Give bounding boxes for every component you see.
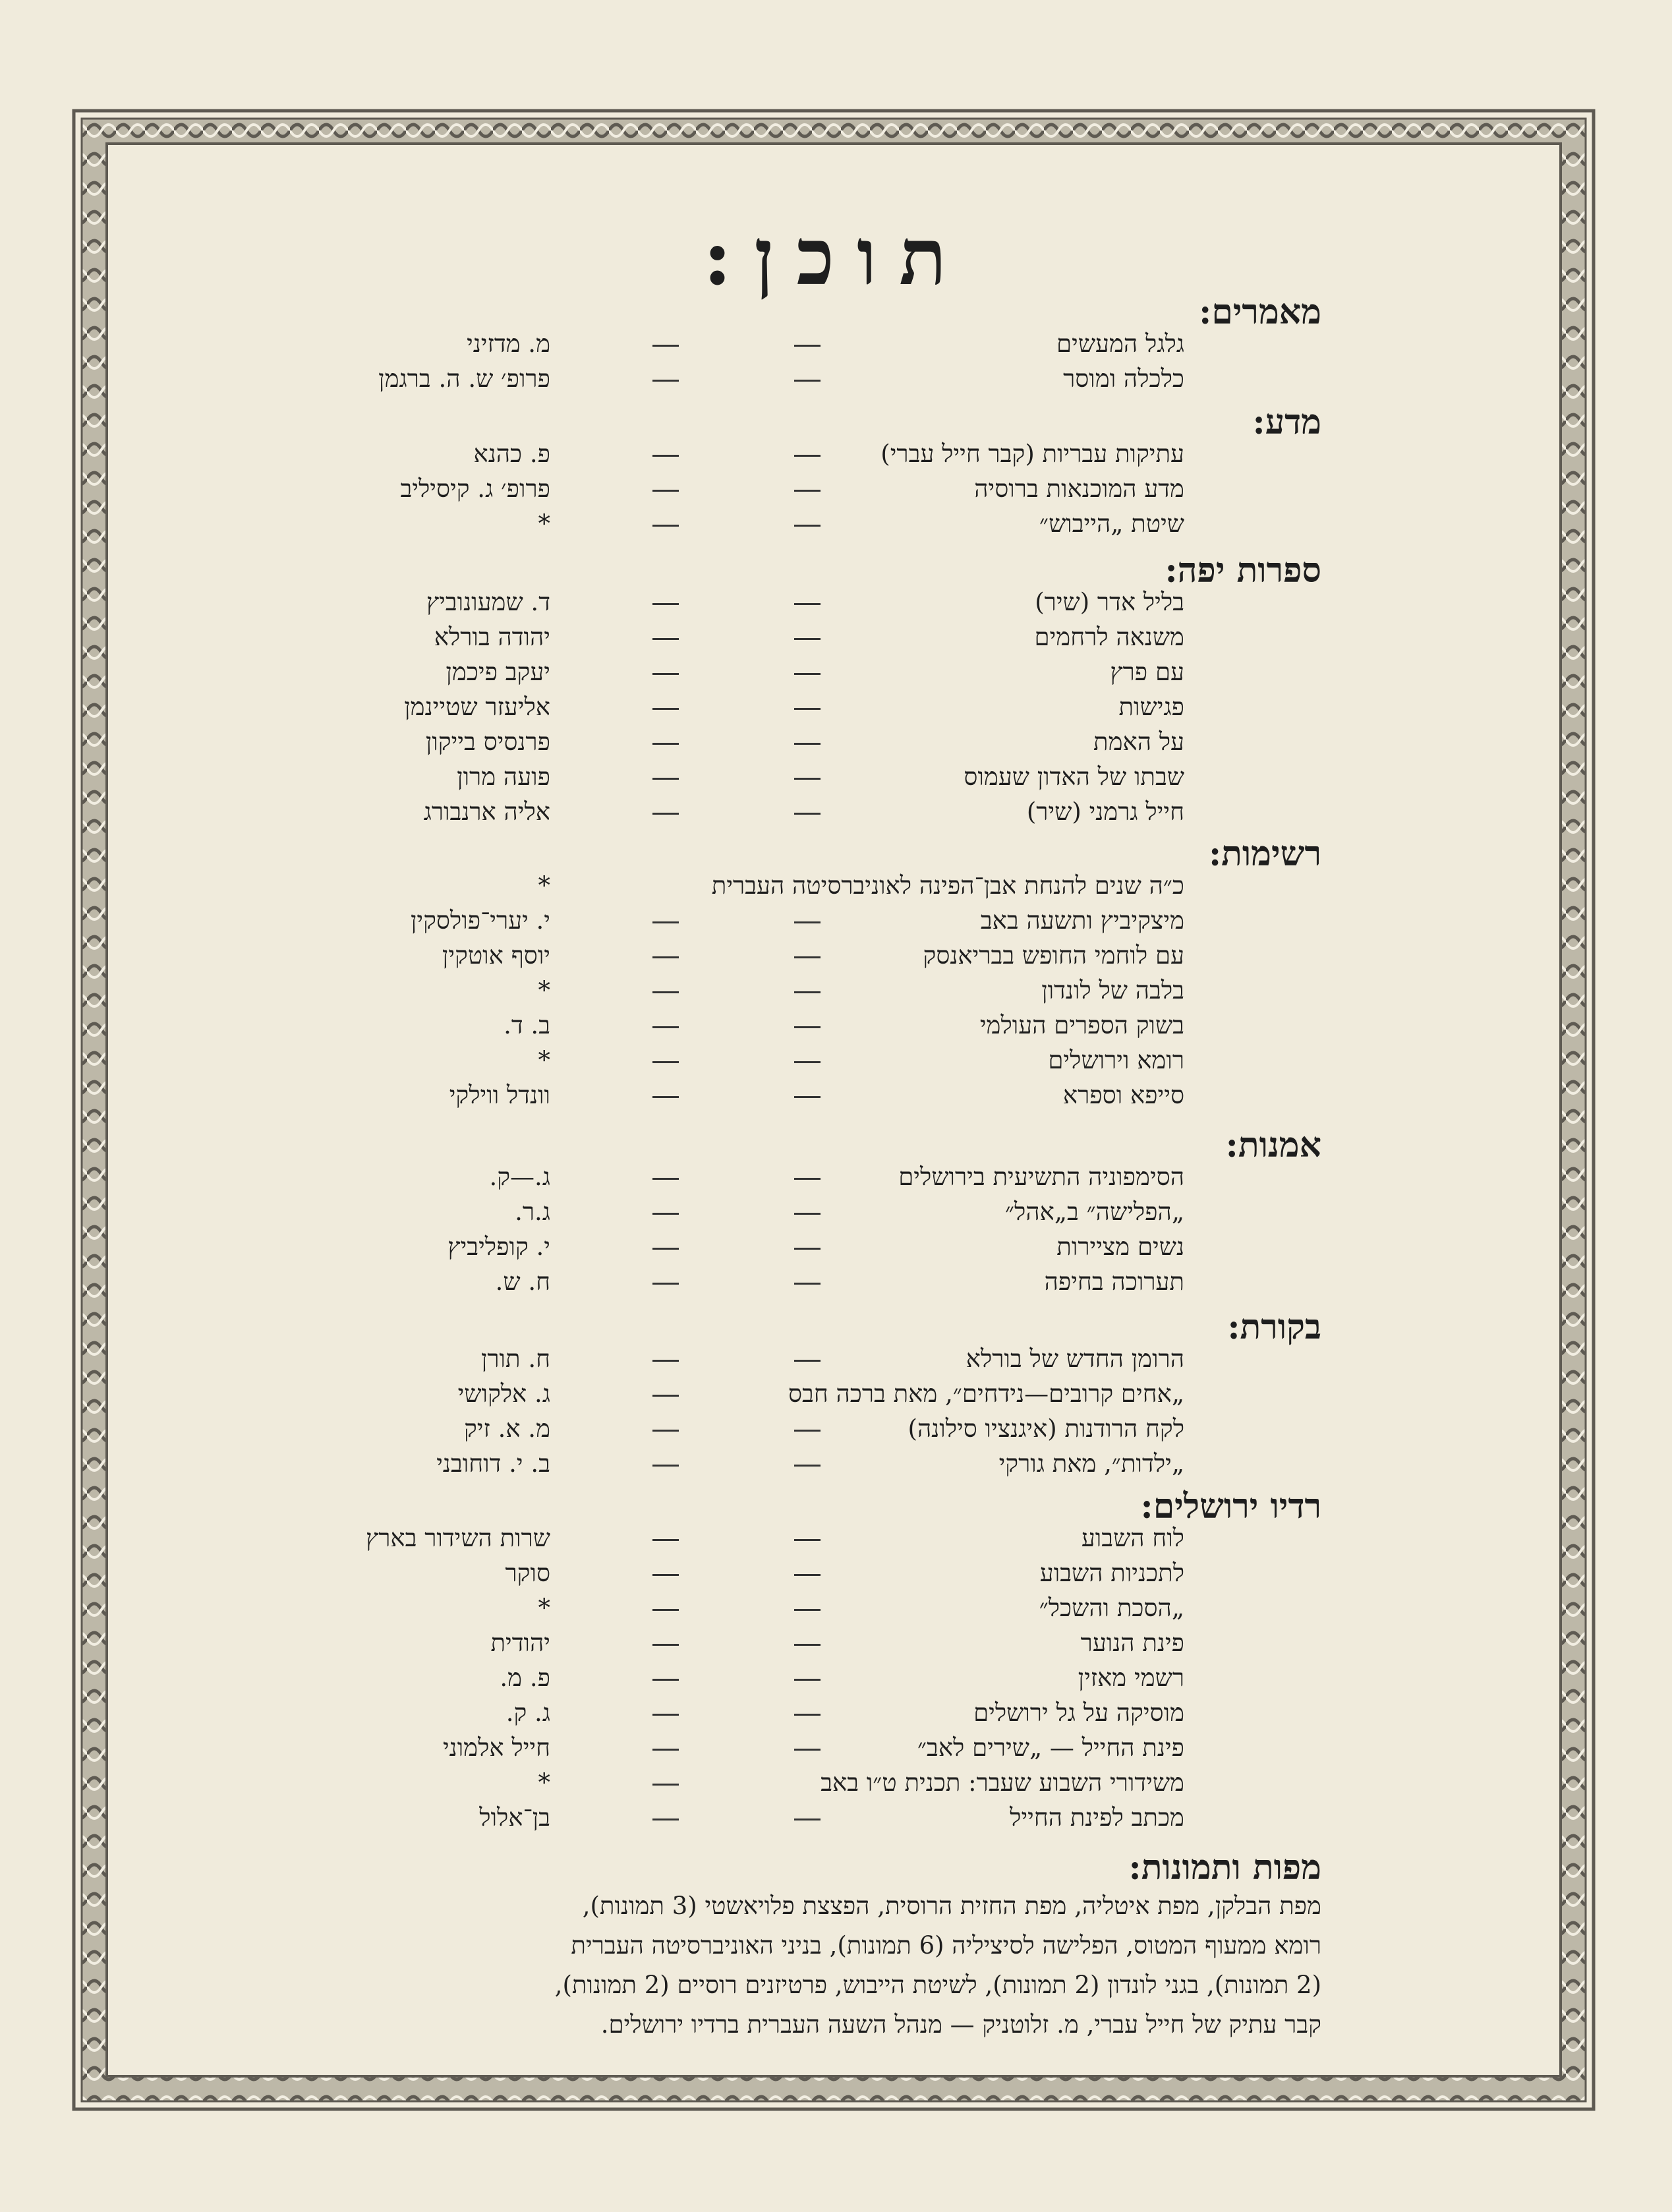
leader-dash [794,778,821,780]
entry-title: שיטת „הייבוש״ [1039,509,1184,538]
leader-dash [652,921,679,923]
leader-dash [794,455,821,457]
entry-author: * [538,1594,550,1622]
entry-title: הסימפוניה התשיעית בירושלים [898,1163,1184,1191]
leader-dash [794,673,821,675]
leader-dash [652,813,679,815]
leader-dash [794,525,821,527]
leader-dash [652,708,679,710]
section-heading: רשימות: [1208,834,1321,874]
entry-title: חייל גרמני (שיר) [1026,798,1184,826]
entry-title: מכתב לפינת החייל [1010,1803,1184,1832]
entry-title: לקח הרודנות (איגנציו סילונה) [908,1414,1184,1443]
section-heading: אמנות: [1225,1125,1321,1165]
entry-author: ג.—ק. [489,1163,550,1191]
entry-author: פועה מרון [457,763,550,791]
leader-dash [652,525,679,527]
maps-text-line: רומא ממעוף המטוס, הפלישה לסיציליה (6 תמונות), בניני האוניברסיטה העברית [571,1931,1321,1960]
entry-title: על האמת [1093,728,1184,756]
entry-title: פינת הנוער [1080,1629,1184,1657]
leader-dash [652,778,679,780]
leader-dash [652,455,679,457]
leader-dash [794,1714,821,1716]
leader-dash [652,1714,679,1716]
leader-dash [794,380,821,382]
entry-author: * [538,976,550,1004]
entry-author: אליעזר שטיינמן [404,693,550,721]
entry-author: יוסף אוטקין [442,941,550,970]
entry-title: משידורי השבוע שעבר: תכנית ט״ו באב [821,1768,1184,1797]
leader-dash [652,743,679,745]
leader-dash [652,1539,679,1541]
entry-author: יהודית [490,1629,550,1657]
entry-title: לתכניות השבוע [1039,1559,1184,1587]
leader-dash [794,1609,821,1611]
entry-title: מיצקיביץ ותשעה באב [980,906,1184,935]
entry-author: ח. ש. [495,1267,550,1296]
entry-author: י. קופליביץ [447,1233,550,1261]
entry-title: כלכלה ומוסר [1063,364,1184,393]
leader-dash [794,1061,821,1063]
entry-author: סוקר [505,1559,550,1587]
entry-author: ב. י. דוחובני [436,1449,550,1478]
entry-title: שבתו של האדון שעמוס [964,763,1184,791]
entry-title: „הפלישה״ ב„אהל״ [1005,1198,1184,1226]
leader-dash [652,956,679,958]
entry-title: לוח השבוע [1081,1524,1184,1552]
leader-dash [794,1283,821,1285]
leader-dash [652,1609,679,1611]
maps-text-line: קבר עתיק של חייל עברי, מ. זלוטניק — מנהל השעה העברית ברדיו ירושלים. [600,2010,1321,2039]
leader-dash [794,603,821,605]
entry-author: ב. ד. [504,1011,550,1039]
entry-author: פרופ׳ ש. ה. ברגמן [378,364,550,393]
leader-dash [652,1178,679,1180]
entry-author: * [538,1046,550,1074]
leader-dash [652,1465,679,1467]
entry-author: פ. כהנא [473,440,550,468]
maps-text-line: (2 תמונות), בגני לונדון (2 תמונות), לשיטת הייבוש, פרטיזנים רוסיים (2 תמונות), [554,1971,1321,1999]
section-heading: מפות ותמונות: [1128,1848,1321,1888]
entry-title: כ״ה שנים להנחת אבן־הפינה לאוניברסיטה העברית [711,871,1184,900]
entry-author: פ. מ. [500,1664,550,1692]
leader-dash [794,1749,821,1751]
page-title: תוכן: [703,211,969,303]
entry-author: מ. מדזיני [467,330,550,358]
leader-dash [652,1430,679,1432]
leader-dash [794,1096,821,1098]
leader-dash [652,673,679,675]
leader-dash [794,991,821,993]
leader-dash [652,345,679,347]
leader-dash [794,490,821,492]
leader-dash [652,1213,679,1215]
entry-title: בלבה של לונדון [1041,976,1184,1004]
leader-dash [794,1574,821,1576]
entry-author: פרנסיס בייקון [425,728,550,756]
entry-title: בשוק הספרים העולמי [979,1011,1184,1039]
leader-dash [652,1644,679,1646]
leader-dash [794,743,821,745]
entry-author: י. יערי־פולסקין [410,906,550,935]
leader-dash [794,956,821,958]
leader-dash [652,1395,679,1397]
entry-author: ג. ק. [505,1699,550,1727]
entry-title: מוסיקה על גל ירושלים [973,1699,1184,1727]
leader-dash [652,638,679,640]
entry-author: * [538,1768,550,1797]
leader-dash [652,991,679,993]
entry-title: פגישות [1118,693,1184,721]
entry-title: משנאה לרחמים [1034,623,1184,651]
leader-dash [794,1819,821,1820]
maps-text-line: מפת הבלקן, מפת איטליה, מפת החזית הרוסית, הפצצת פלויאשטי (3 תמונות), [582,1892,1321,1920]
entry-title: עם לוחמי החופש בבריאנסק [923,941,1184,970]
leader-dash [652,1026,679,1028]
leader-dash [794,813,821,815]
entry-author: ג.ר. [515,1198,550,1226]
entry-author: פרופ׳ ג. קיסיליב [400,475,550,503]
leader-dash [794,1679,821,1681]
entry-author: * [538,871,550,900]
leader-dash [794,921,821,923]
leader-dash [652,1096,679,1098]
entry-title: מדע המוכנאות ברוסיה [974,475,1184,503]
leader-dash [652,1784,679,1786]
leader-dash [794,708,821,710]
leader-dash [652,603,679,605]
leader-dash [652,380,679,382]
leader-dash [652,1283,679,1285]
section-heading: רדיו ירושלים: [1140,1486,1321,1527]
leader-dash [794,1360,821,1362]
leader-dash [652,1819,679,1820]
entry-title: „ילדות״, מאת גורקי [998,1449,1184,1478]
entry-author: ג. אלקושי [457,1380,550,1408]
entry-title: פינת החייל — „שירים לאב״ [917,1733,1184,1762]
entry-author: שרות השידור בארץ [365,1524,550,1552]
leader-dash [794,1026,821,1028]
leader-dash [794,345,821,347]
entry-author: * [538,509,550,538]
leader-dash [652,1360,679,1362]
entry-author: ח. תורן [480,1345,550,1373]
entry-author: יהודה בורלא [434,623,550,651]
entry-author: חייל אלמוני [442,1733,550,1762]
entry-title: רומא וירושלים [1048,1046,1184,1074]
leader-dash [794,1465,821,1467]
entry-author: וונדל ווילקי [449,1081,550,1109]
leader-dash [652,490,679,492]
section-heading: מאמרים: [1199,292,1321,332]
leader-dash [652,1574,679,1576]
entry-title: בליל אדר (שיר) [1035,588,1184,616]
leader-dash [794,1539,821,1541]
entry-title: תערוכה בחיפה [1044,1267,1184,1296]
leader-dash [652,1679,679,1681]
entry-author: מ. א. זיק [464,1414,550,1443]
section-heading: בקורת: [1227,1307,1321,1347]
entry-author: ד. שמעונוביץ [426,588,550,616]
section-heading: ספרות יפה: [1165,550,1321,591]
entry-title: „הסכת והשכל״ [1039,1594,1184,1622]
entry-title: גלגל המעשים [1056,330,1184,358]
leader-dash [794,1430,821,1432]
entry-author: אליה ארנבורג [423,798,550,826]
entry-title: רשמי מאזין [1078,1664,1184,1692]
entry-author: יעקב פיכמן [446,658,550,686]
leader-dash [794,1248,821,1250]
leader-dash [652,1248,679,1250]
entry-title: „אחים קרובים—נידחים״, מאת ברכה חבס [788,1380,1184,1408]
entry-title: סייפא וספרא [1062,1081,1184,1109]
leader-dash [794,638,821,640]
leader-dash [652,1749,679,1751]
section-heading: מדע: [1252,402,1321,442]
entry-title: נשים מציירות [1056,1233,1184,1261]
entry-author: בן־אלול [479,1803,550,1832]
leader-dash [794,1644,821,1646]
leader-dash [794,1178,821,1180]
entry-title: הרומן החדש של בורלא [966,1345,1184,1373]
leader-dash [794,1213,821,1215]
entry-title: עם פרץ [1110,658,1184,686]
entry-title: עתיקות עבריות (קבר חייל עברי) [880,440,1184,468]
leader-dash [652,1061,679,1063]
